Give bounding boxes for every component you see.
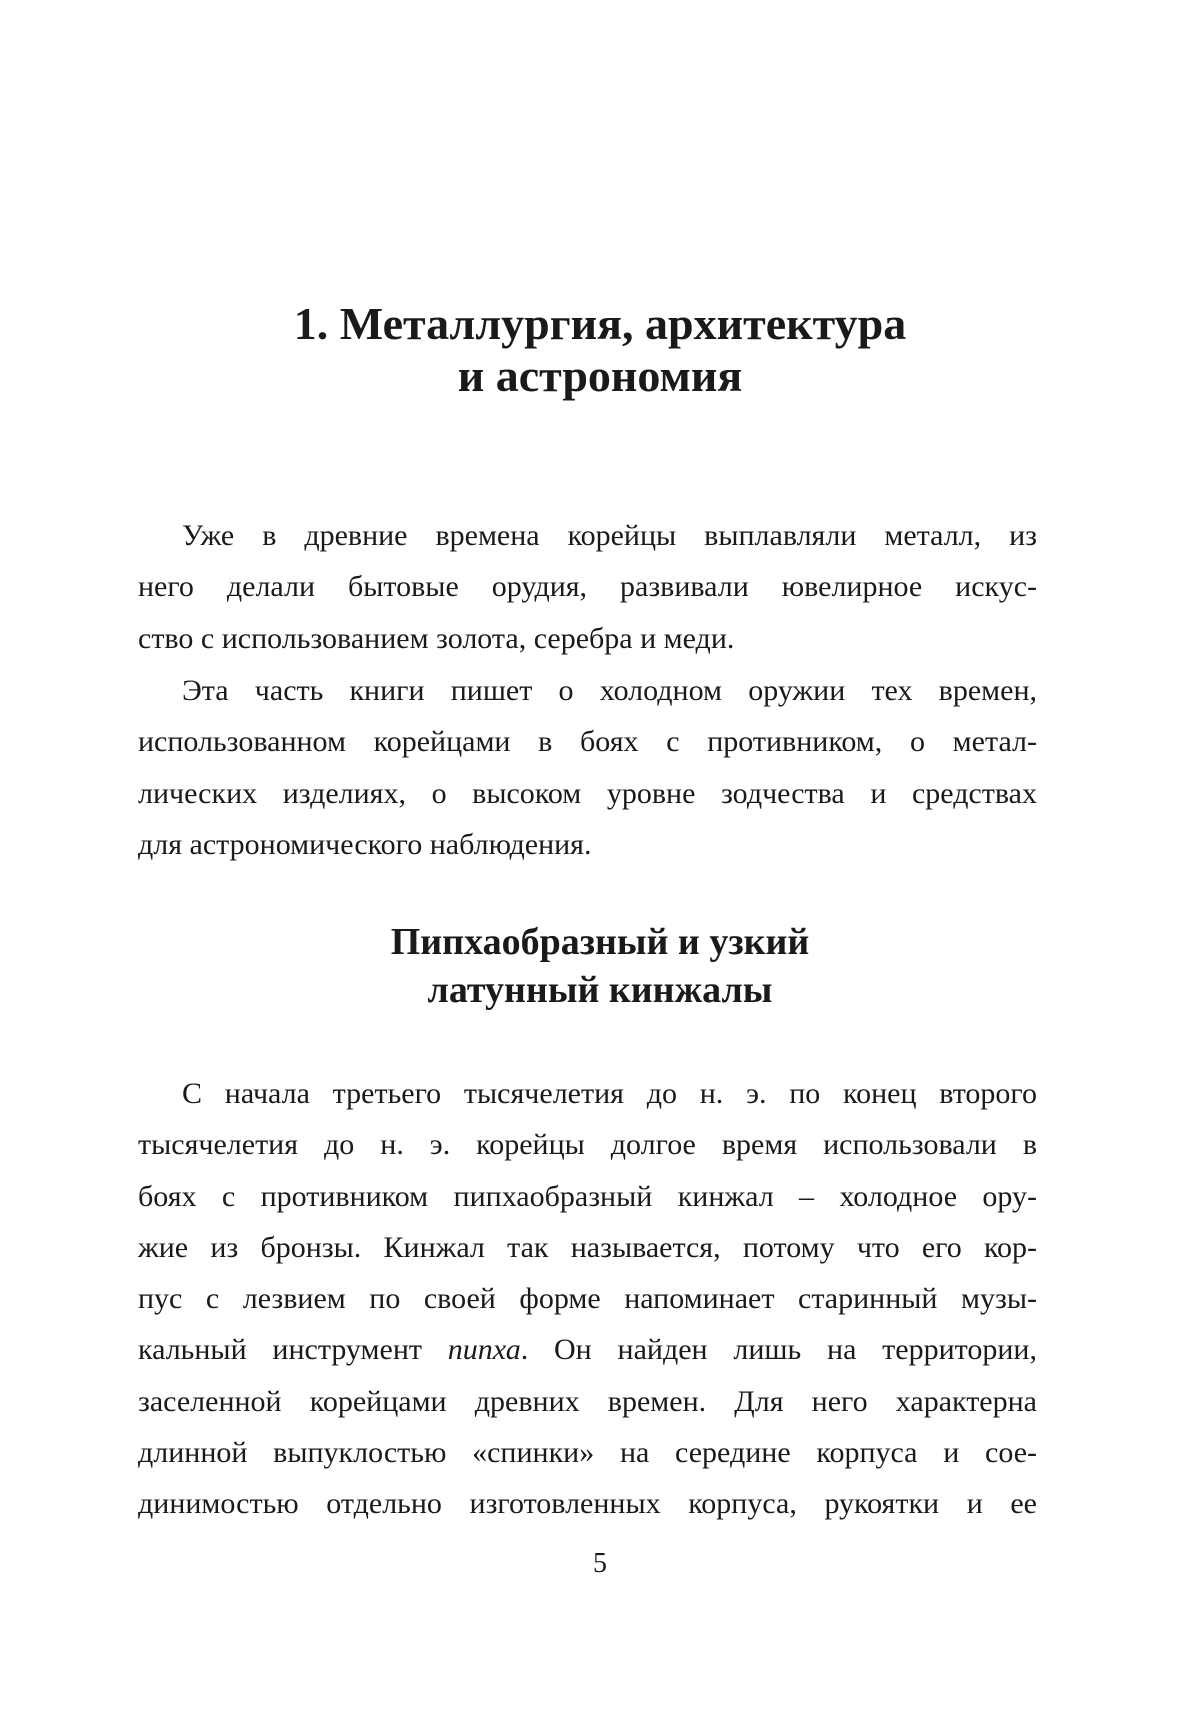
text-line: пус с лезвием по своей форме напоминает старинный музы- [138,1282,1037,1316]
section-title-line-1: Пипхаобразный и узкий [390,921,810,963]
text-line: использованном корейцами в боях с противником, о метал- [138,725,1037,759]
chapter-title-line-2: и астрономия [457,350,743,401]
intro-paragraph-1 [138,510,1037,664]
text-line: Уже в древние времена корейцы выплавляли металл, из [182,519,1037,552]
text-line: длинной выпуклостью «спинки» на середине корпуса и сое- [138,1436,1037,1470]
section-title-line-2: латунный кинжалы [427,969,773,1011]
chapter-title [0,298,1200,402]
intro-paragraph-2 [138,665,1037,870]
text-line: заселенной корейцами древних времен. Для него характерна [138,1384,1037,1418]
text-line [138,1324,1037,1375]
text-line: динимостью отдельно изготовленных корпуса, рукоятки и ее [138,1487,1037,1521]
text-line: для астрономического наблюдения. [138,827,592,861]
text-line: боях с противником пипхаобразный кинжал – холодное ору- [138,1179,1037,1213]
text-line: Эта часть книги пишет о холодном оружии тех времен, [182,674,1037,707]
text-line: жие из бронзы. Кинжал так называется, потому что его кор- [138,1230,1037,1264]
section-paragraph-1 [138,1068,1037,1530]
text-line: тысячелетия до н. э. корейцы долгое время использовали в [138,1128,1037,1162]
text-line: ство с использованием золота, серебра и меди. [138,621,735,655]
page-number: 5 [593,1548,607,1579]
text-line: лических изделиях, о высоком уровне зодчества и средствах [138,776,1037,810]
text-segment: . Он найден лишь на территории, [520,1333,1037,1367]
section-title [0,918,1200,1014]
chapter-title-line-1: 1. Металлургия, архитектура [293,298,907,349]
text-line: него делали бытовые орудия, развивали ювелирное искус- [138,570,1037,604]
text-segment: кальный инструмент [138,1333,448,1367]
italic-term: пипха [447,1333,521,1367]
text-line: С начала третьего тысячелетия до н. э. по конец второго [182,1077,1037,1110]
